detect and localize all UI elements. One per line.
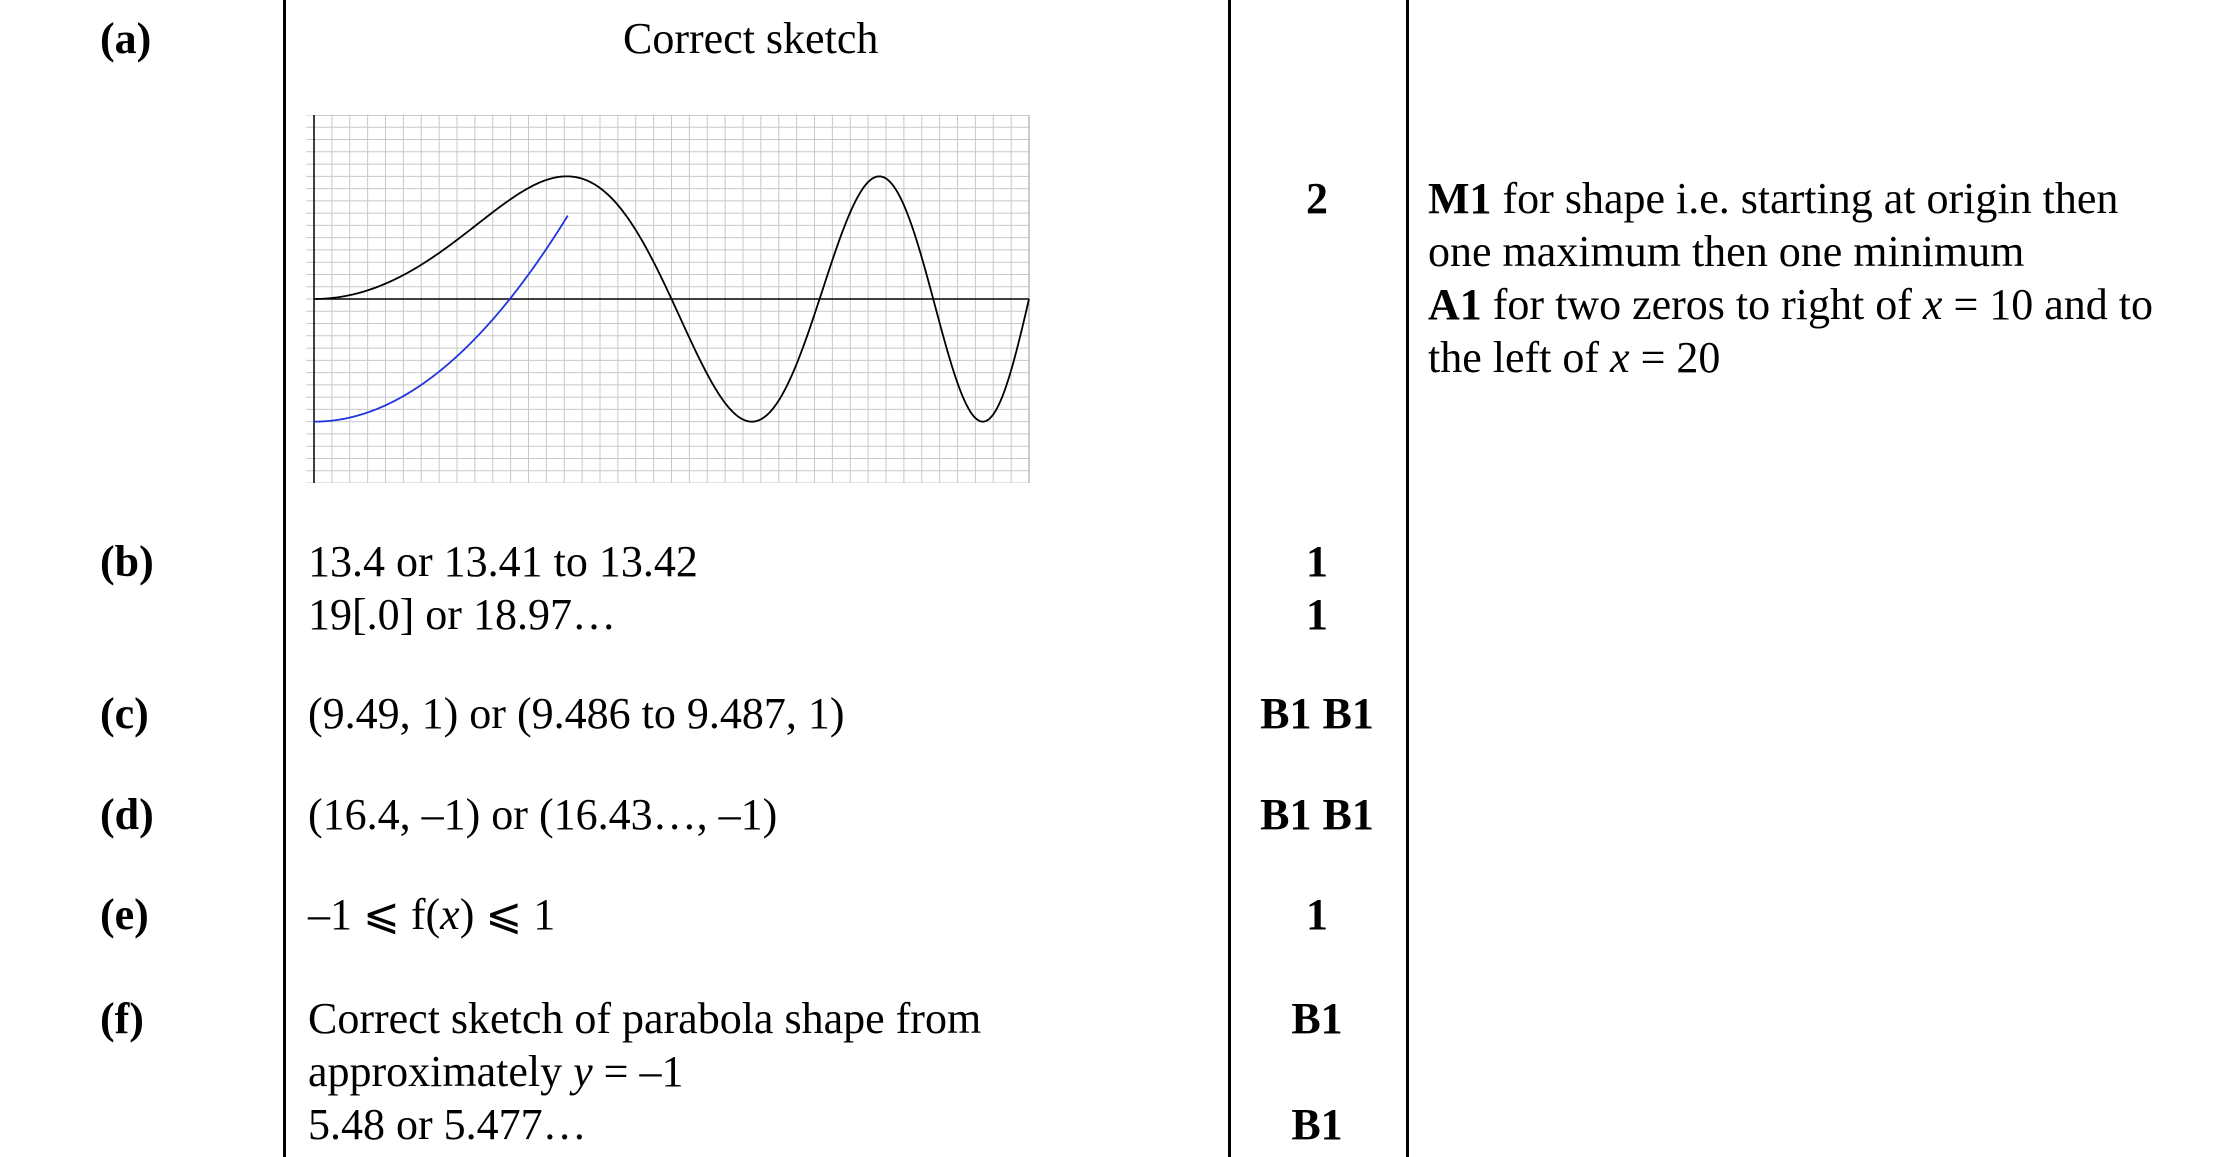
answer-f-line2-pre: approximately [308,1047,574,1096]
column-divider-1 [283,0,286,1157]
answer-f-line2 [308,1045,684,1098]
answer-c: (9.49, 1) or (9.486 to 9.487, 1) [308,689,845,738]
mark-f-1: B1 [1291,994,1343,1043]
mark-e: 1 [1306,890,1328,939]
guidance-a-line1 [1428,172,2153,225]
part-label-f: (f) [100,994,144,1043]
mark-b-2: 1 [1306,590,1328,639]
answer-e-post: ) ⩽ 1 [459,890,556,939]
guidance-var-x2: x [1610,333,1630,382]
answer-e-var: x [440,890,460,939]
answer-d: (16.4, –1) or (16.43…, –1) [308,790,778,839]
graph-curve-parabola [314,216,568,422]
answer-a-heading: Correct sketch [623,14,879,63]
answer-f-line2-post: = –1 [592,1047,684,1096]
guidance-a1-text2-post: = 20 [1629,333,1721,382]
part-label-b: (b) [100,537,154,586]
part-label-e: (e) [100,890,149,939]
column-divider-3 [1406,0,1409,1157]
guidance-a1-text-mid: = 10 and to [1942,280,2154,329]
guidance-a-line3 [1428,278,2153,331]
part-label-a: (a) [100,14,152,63]
answer-e-pre: –1 ⩽ f( [308,890,441,939]
guidance-var-x1: x [1922,280,1943,329]
mark-a: 2 [1306,174,1328,223]
answer-f-var: y [573,1047,593,1096]
guidance-a [1428,172,2153,384]
guidance-a-line2: one maximum then one minimum [1428,227,2025,276]
answer-e [308,888,555,941]
guidance-a1-text-pre: for two zeros to right of [1481,280,1923,329]
guidance-a1-text2-pre: the left of [1428,333,1611,382]
answer-f-line3: 5.48 or 5.477… [308,1100,587,1149]
answer-a-graph [304,115,1034,483]
mark-b-1: 1 [1306,537,1328,586]
answer-f-line1: Correct sketch of parabola shape from [308,994,982,1043]
column-divider-2 [1228,0,1231,1157]
part-label-d: (d) [100,790,154,839]
guidance-m1-code: M1 [1428,174,1492,223]
mark-d: B1 B1 [1260,790,1374,839]
guidance-m1-text: for shape i.e. starting at origin then [1491,174,2119,223]
answer-b-line2: 19[.0] or 18.97… [308,590,616,639]
mark-f-2: B1 [1291,1100,1343,1149]
part-label-c: (c) [100,689,149,738]
answer-b-line1: 13.4 or 13.41 to 13.42 [308,537,698,586]
guidance-a-line4 [1428,331,2153,384]
mark-c: B1 B1 [1260,689,1374,738]
guidance-a1-code: A1 [1428,280,1482,329]
